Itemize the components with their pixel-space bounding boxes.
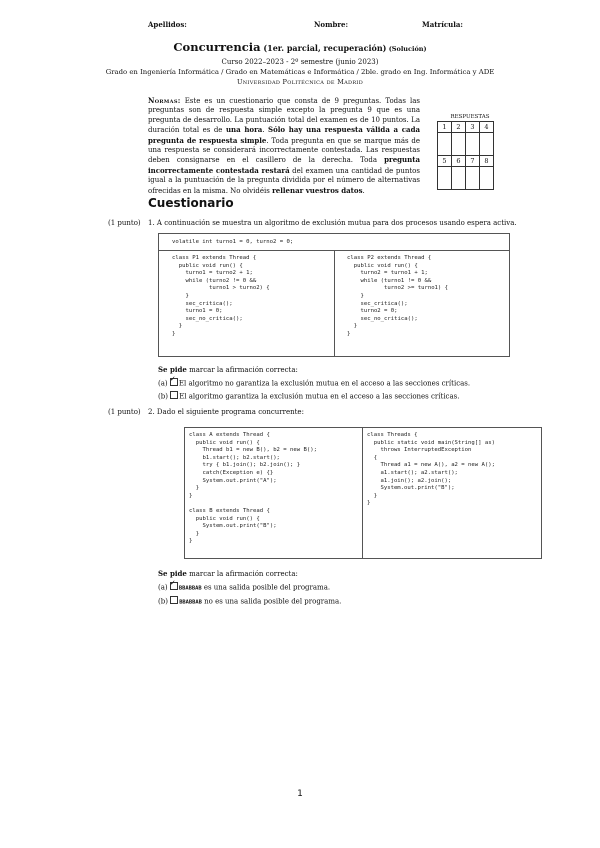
q2-instruction <box>158 569 298 578</box>
answer-box-1[interactable] <box>438 133 452 156</box>
course-line: Curso 2022–2023 - 2º semestre (junio 2023) <box>221 58 379 66</box>
q1-option-a-label: (a) <box>158 379 168 388</box>
norms-bold-4: rellenar vuestros datos <box>272 185 363 195</box>
norms-paragraph <box>148 96 420 196</box>
q2-option-b-label: (b) <box>158 597 168 606</box>
norms-bold-1: una hora <box>225 125 263 135</box>
answer-number-8: 8 <box>480 156 494 167</box>
q2-right-text: class Threads { public static void main(String[] as) throws InterruptedException { Thread a1 = new A(), a2 = new A(); a1.start(); a2.start(); a1.join(); a2.join(); System.out.print("B"); } } <box>367 432 495 507</box>
q1-se-pide: Se pide <box>158 365 187 374</box>
q1-instruction <box>158 365 298 374</box>
answer-number-1: 1 <box>438 122 452 133</box>
q1-option-a-text: El algoritmo no garantiza la exclusión mutua en el acceso a las secciones críticas. <box>178 379 471 388</box>
exam-title <box>0 40 600 54</box>
answer-number-3: 3 <box>466 122 480 133</box>
q2-option-a-code: BBABBAB <box>178 585 202 592</box>
answer-box-3[interactable] <box>466 133 480 156</box>
q1-number: 1. <box>148 219 155 227</box>
q1-option-b-text: El algoritmo garantiza la exclusión mutua en el acceso a las secciones críticas. <box>179 392 460 401</box>
checkbox-checked-icon[interactable] <box>170 378 178 386</box>
q1-p1-text: class P1 extends Thread { public void run() { turno1 = turno2 + 1; while (turno2 != 0 && turno1 > turno2) { } sec_critica(); turno1 = 0; sec_no_critica(); } } <box>172 255 270 337</box>
q2-number: 2. <box>148 408 155 416</box>
checkbox-empty-icon[interactable] <box>170 596 178 604</box>
answer-number-2: 2 <box>452 122 466 133</box>
title-solution: (Solución) <box>386 45 427 53</box>
q1-declaration <box>172 239 293 247</box>
q1-decl-code: volatile int turno1 = 0, turno2 = 0; <box>172 239 294 245</box>
respuestas-label: RESPUESTAS <box>450 114 490 120</box>
norms-text-5: . <box>362 186 365 195</box>
answer-number-6: 6 <box>452 156 466 167</box>
q1-option-b[interactable] <box>158 391 459 401</box>
answer-box-6[interactable] <box>452 167 466 190</box>
q1-p2-text: class P2 extends Thread { public void run() { turno2 = turno1 + 1; while (turno1 != 0 && turno2 >= turno1) { } sec_critica(); turno2 = 0; sec_no_critica(); } } <box>347 255 449 337</box>
norms-text-1: Este es un cuestionario que consta de 9 preguntas. Todas las preguntas son de respuesta simple excepto la pregunta 9 que es una pregunta de desarrollo. La puntuación total del examen es de 10 puntos. La duración total es de <box>148 97 420 135</box>
q2-statement <box>148 408 304 416</box>
answer-number-7: 7 <box>466 156 480 167</box>
q2-left-text: class A extends Thread { public void run() { Thread b1 = new B(), b2 = new B(); b1.start(); b2.start(); try { b1.join(); b2.join(); } catch(Exception e) {} System.out.print("A"); } } class B extends Thread { public void run() { System.out.print("B"); } } <box>189 432 317 545</box>
answers-grid <box>437 121 494 190</box>
q2-text: Dado el siguiente programa concurrente: <box>156 408 304 416</box>
answer-box-5[interactable] <box>438 167 452 190</box>
q1-statement <box>148 219 517 227</box>
q1-p1-code <box>172 255 270 339</box>
q2-option-a-text: es una salida posible del programa. <box>201 583 331 592</box>
q2-se-pide-rest: marcar la afirmación correcta: <box>186 570 298 578</box>
answer-box-8[interactable] <box>480 167 494 190</box>
answer-box-4[interactable] <box>480 133 494 156</box>
title-main: Concurrencia <box>173 40 261 54</box>
q2-right-code <box>367 432 495 508</box>
q1-code-separator <box>334 250 335 357</box>
q2-left-code <box>189 432 317 546</box>
checkbox-checked-icon[interactable] <box>170 582 178 590</box>
q1-points: (1 punto) <box>108 219 141 227</box>
answer-number-5: 5 <box>438 156 452 167</box>
q1-text: A continuación se muestra un algoritmo de exclusión mutua para dos procesos usando espera activa. <box>156 219 517 227</box>
nombre-label: Nombre: <box>314 20 349 29</box>
norms-text-3: . Toda pregunta en que se marque más de una respuesta se considerará incorrectamente contestada. Las respuestas deben consignarse en el casillero de la derecha. Toda <box>148 136 420 165</box>
norms-text-2: . <box>262 126 269 135</box>
q1-p2-code <box>347 255 448 339</box>
q2-option-a-label: (a) <box>158 583 168 592</box>
q2-option-b-code: BBABBAB <box>179 599 202 606</box>
degrees-line: Grado en Ingeniería Informática / Grado en Matemáticas e Informática / 2ble. grado en Ing. Informática y ADE <box>105 68 495 76</box>
q2-option-a[interactable] <box>158 582 330 592</box>
q1-option-b-label: (b) <box>158 392 168 401</box>
q1-option-a[interactable] <box>158 378 470 388</box>
norms-bold-3: pregunta incorrectamente contestada restará <box>148 155 420 175</box>
q1-se-pide-rest: marcar la afirmación correcta: <box>186 366 298 374</box>
q2-points: (1 punto) <box>108 408 141 416</box>
norms-label: Normas: <box>148 96 181 105</box>
q2-code-separator <box>362 427 363 559</box>
norms-text-4: del examen una cantidad de puntos igual a la puntuación de la pregunta dividida por el número de alternativas ofrecidas en la misma. No olvidéis <box>148 166 420 195</box>
apellidos-label: Apellidos: <box>148 20 187 29</box>
q2-option-b-text: no es una salida posible del programa. <box>201 597 342 606</box>
answer-box-2[interactable] <box>452 133 466 156</box>
title-sub: (1er. parcial, recuperación) <box>260 43 387 53</box>
university-line: Universidad Politécnica de Madrid <box>236 78 364 86</box>
section-title: Cuestionario <box>148 196 234 210</box>
answer-number-4: 4 <box>480 122 494 133</box>
page-number: 1 <box>297 789 303 799</box>
q2-se-pide: Se pide <box>158 569 187 578</box>
matricula-label: Matrícula: <box>422 20 463 29</box>
norms-bold-2: Sólo hay una respuesta válida a cada pregunta de respuesta simple <box>148 125 421 145</box>
checkbox-empty-icon[interactable] <box>170 391 178 399</box>
q2-option-b[interactable] <box>158 596 341 606</box>
answer-box-7[interactable] <box>466 167 480 190</box>
